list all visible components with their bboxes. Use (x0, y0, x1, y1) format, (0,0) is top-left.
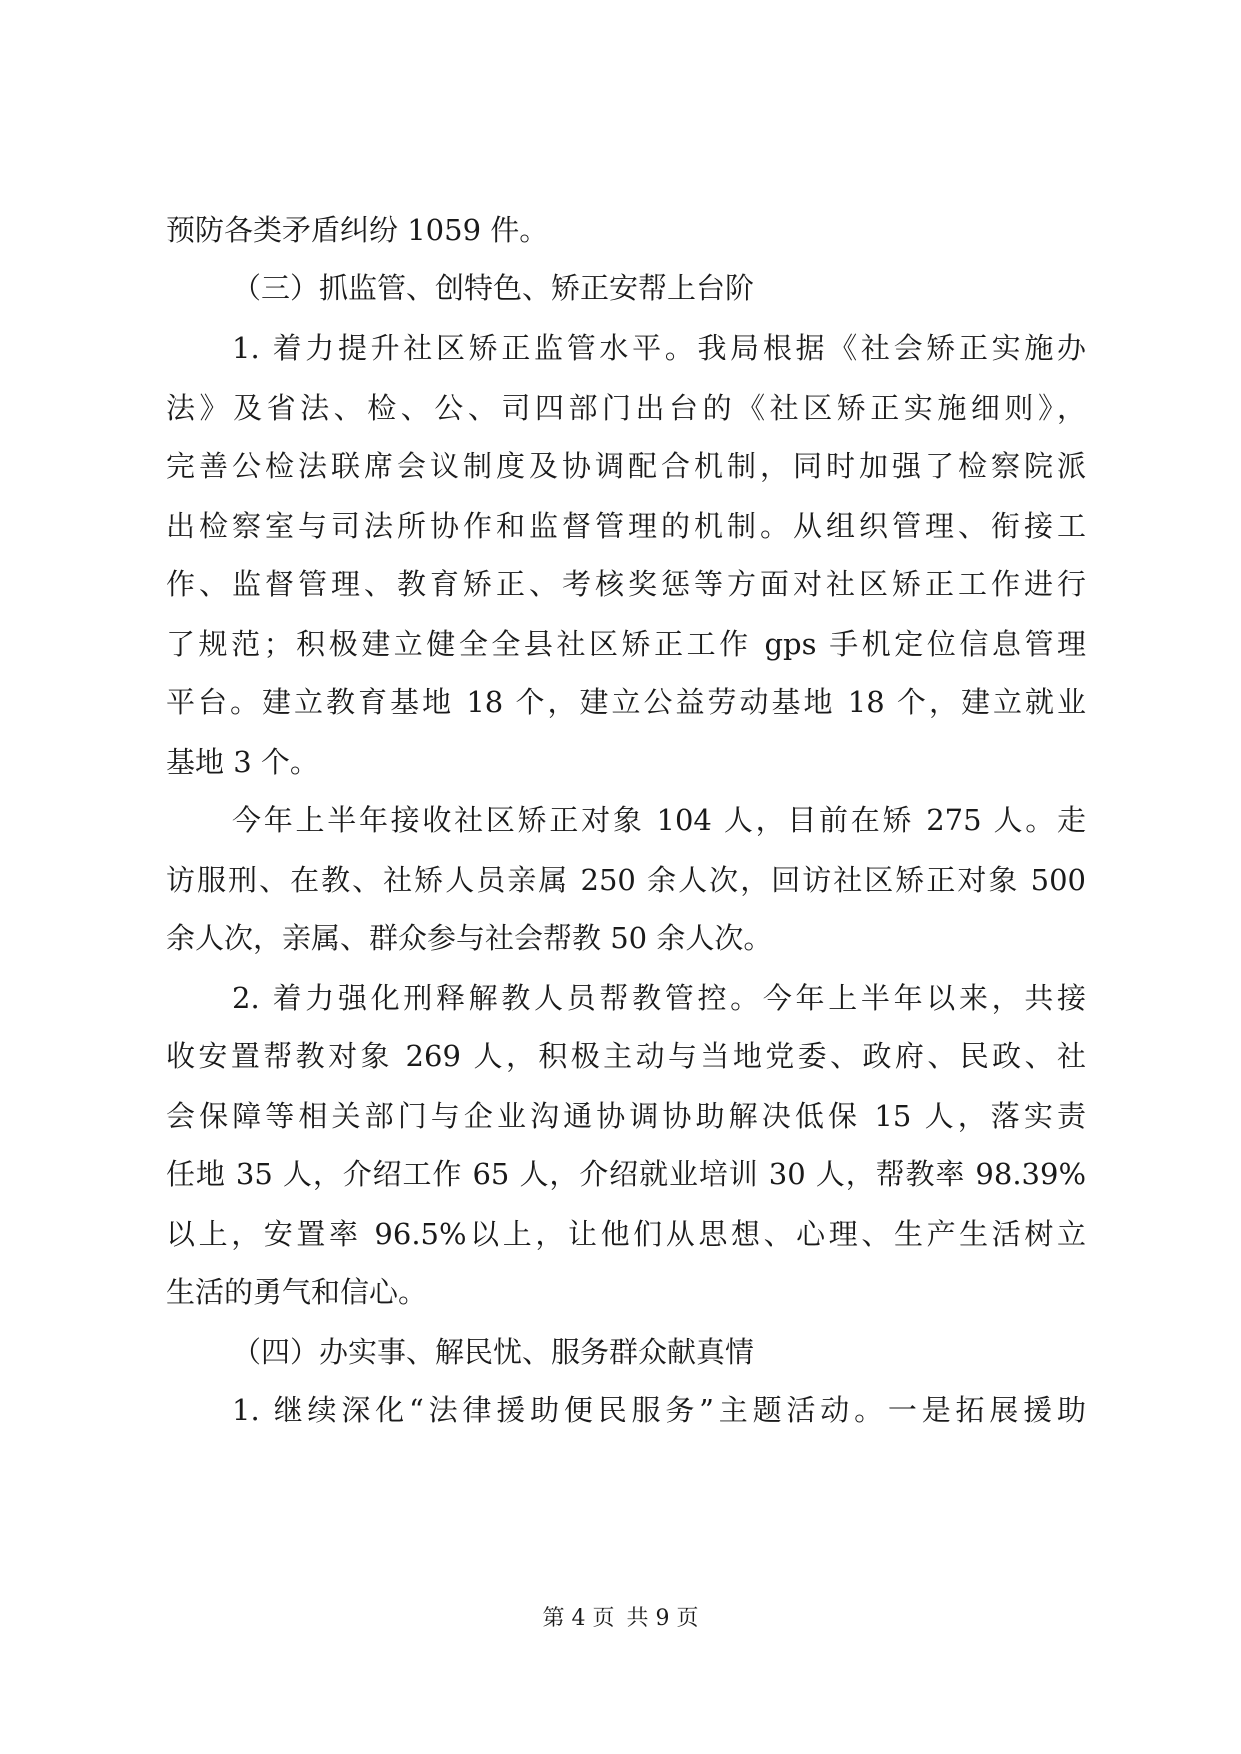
text-line: 法》及省法、检、公、司四部门出台的《社区矫正实施细则》， (166, 391, 1086, 425)
text-line: 2. 着力强化刑释解教人员帮教管控。今年上半年以来，共接 (232, 981, 1086, 1015)
text-line: 以上，安置率 96.5%以上，让他们从思想、心理、生产生活树立 (166, 1217, 1086, 1251)
text-line: 今年上半年接收社区矫正对象 104 人，目前在矫 275 人。走 (232, 803, 1086, 837)
text-line: 生活的勇气和信心。 (166, 1275, 428, 1309)
text-line: 了规范；积极建立健全全县社区矫正工作 gps 手机定位信息管理 (166, 627, 1086, 661)
text-line: 预防各类矛盾纠纷 1059 件。 (166, 213, 549, 247)
text-line: 任地 35 人，介绍工作 65 人，介绍就业培训 30 人，帮教率 98.39% (166, 1157, 1086, 1191)
section-heading: （四）办实事、解民忧、服务群众献真情 (232, 1335, 755, 1369)
text-line: 完善公检法联席会议制度及协调配合机制，同时加强了检察院派 (166, 449, 1086, 483)
text-line: 收安置帮教对象 269 人，积极主动与当地党委、政府、民政、社 (166, 1039, 1086, 1073)
text-line: 1. 着力提升社区矫正监管水平。我局根据《社会矫正实施办 (232, 331, 1086, 365)
text-line: 1. 继续深化“法律援助便民服务”主题活动。一是拓展援助 (232, 1393, 1086, 1427)
text-line: 作、监督管理、教育矫正、考核奖惩等方面对社区矫正工作进行 (166, 567, 1086, 601)
text-line: 平台。建立教育基地 18 个，建立公益劳动基地 18 个，建立就业 (166, 685, 1086, 719)
page-total: 共 9 页 (626, 1606, 699, 1631)
text-line: 基地 3 个。 (166, 745, 319, 779)
text-line: 访服刑、在教、社矫人员亲属 250 余人次，回访社区矫正对象 500 (166, 863, 1086, 897)
page-footer (0, 1604, 1241, 1634)
section-heading: （三）抓监管、创特色、矫正安帮上台阶 (232, 271, 755, 305)
text-line: 余人次，亲属、群众参与社会帮教 50 余人次。 (166, 921, 773, 955)
page-number: 第 4 页 (542, 1606, 615, 1631)
text-line: 会保障等相关部门与企业沟通协调协助解决低保 15 人，落实责 (166, 1099, 1086, 1133)
text-line: 出检察室与司法所协作和监督管理的机制。从组织管理、衔接工 (166, 509, 1086, 543)
